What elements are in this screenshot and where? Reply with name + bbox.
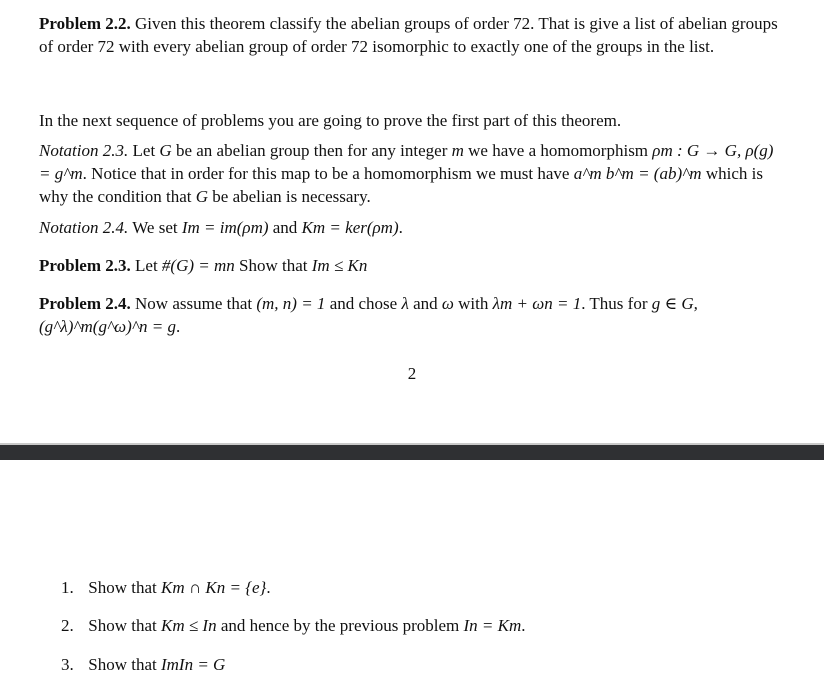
notation-2-4-label: Notation 2.4. xyxy=(39,218,129,237)
list-item-number: 1. xyxy=(61,578,74,597)
problem-2-3-cond: #(G) = mn xyxy=(161,256,235,275)
problem-2-4-and: and xyxy=(413,294,438,313)
notation-2-4-def2: Km = ker(ρm) xyxy=(301,218,399,237)
problem-2-4-g: g ∈ G, (g^λ)^m(g^ω)^n = g xyxy=(39,294,698,336)
list-item-text: Show that xyxy=(88,616,157,635)
list-item-text: Show that xyxy=(88,578,157,597)
problem-2-4-label: Problem 2.4. xyxy=(39,294,131,313)
problem-2-3-claim: Im ≤ Kn xyxy=(311,256,368,275)
problem-2-2 xyxy=(39,12,784,58)
notation-2-4-end: . xyxy=(398,218,403,237)
notation-2-3-group-2: G xyxy=(195,187,209,206)
page-break-divider xyxy=(0,445,824,460)
list-item-math: Km ∩ Kn = {e} xyxy=(160,578,267,597)
notation-2-4-def1: Im = im(ρm) xyxy=(181,218,269,237)
notation-2-3-t3: . Notice that in order for this map to be a homomorphism we must have xyxy=(82,164,570,183)
problem-2-2-label: Problem 2.2. xyxy=(39,14,131,33)
problem-2-4-end: . xyxy=(175,317,181,336)
notation-2-3-identity: a^m b^m = (ab)^m xyxy=(573,164,702,183)
notation-2-3 xyxy=(39,139,784,208)
notation-2-3-t4: which is why the condition that xyxy=(39,164,763,206)
notation-2-4-and: and xyxy=(272,218,298,237)
problem-2-3 xyxy=(39,254,784,277)
list-item xyxy=(61,614,526,637)
notation-2-3-label: Notation 2.3. xyxy=(39,141,129,160)
problem-2-4-eq: λm + ωn = 1 xyxy=(492,294,582,313)
problem-2-4-cond: (m, n) = 1 xyxy=(256,294,326,313)
problem-2-4-t2: and chose xyxy=(329,294,398,313)
notation-2-3-t5: be abelian is necessary. xyxy=(212,187,371,206)
list-item-number: 3. xyxy=(61,655,74,674)
problem-2-3-lead: Let xyxy=(135,256,158,275)
list-item xyxy=(61,653,225,676)
list-item-text: Show that xyxy=(88,655,157,674)
problem-2-2-text: Given this theorem classify the abelian groups of order 72. That is give a list of abelian groups of order 72 with every abelian group of order 72 isomorphic to exactly one of the groups in the list. xyxy=(39,14,778,56)
notation-2-3-t2: we have a homomorphism xyxy=(468,141,649,160)
list-item xyxy=(61,576,271,599)
page-number: 2 xyxy=(407,364,417,383)
list-item-end: . xyxy=(521,616,526,635)
problem-2-4-lambda: λ xyxy=(401,294,409,313)
problem-2-4-omega: ω xyxy=(441,294,454,313)
list-item-end: . xyxy=(266,578,271,597)
notation-2-4-lead: We set xyxy=(132,218,178,237)
list-item-mid: and hence by the previous problem xyxy=(220,616,460,635)
notation-2-4 xyxy=(39,216,784,239)
problem-2-4 xyxy=(39,292,784,338)
list-item-math: Km ≤ In xyxy=(160,616,217,635)
list-item-number: 2. xyxy=(61,616,74,635)
list-item-math-2: In = Km xyxy=(463,616,522,635)
notation-2-3-map: ρm : G → G, ρ(g) = g^m xyxy=(39,141,774,183)
problem-2-4-t4: . Thus for xyxy=(581,294,648,313)
notation-2-3-group: G xyxy=(159,141,172,160)
notation-2-3-m: m xyxy=(451,141,464,160)
list-item-math: ImIn = G xyxy=(160,655,226,674)
notation-2-3-lead: Let xyxy=(132,141,156,160)
intro-paragraph: In the next sequence of problems you are going to prove the first part of this theorem. xyxy=(39,111,622,130)
problem-2-3-label: Problem 2.3. xyxy=(39,256,131,275)
problem-2-4-t1: Now assume that xyxy=(135,294,253,313)
problem-2-4-t3: with xyxy=(458,294,489,313)
notation-2-3-t1: be an abelian group then for any integer xyxy=(175,141,448,160)
problem-2-3-mid: Show that xyxy=(239,256,308,275)
